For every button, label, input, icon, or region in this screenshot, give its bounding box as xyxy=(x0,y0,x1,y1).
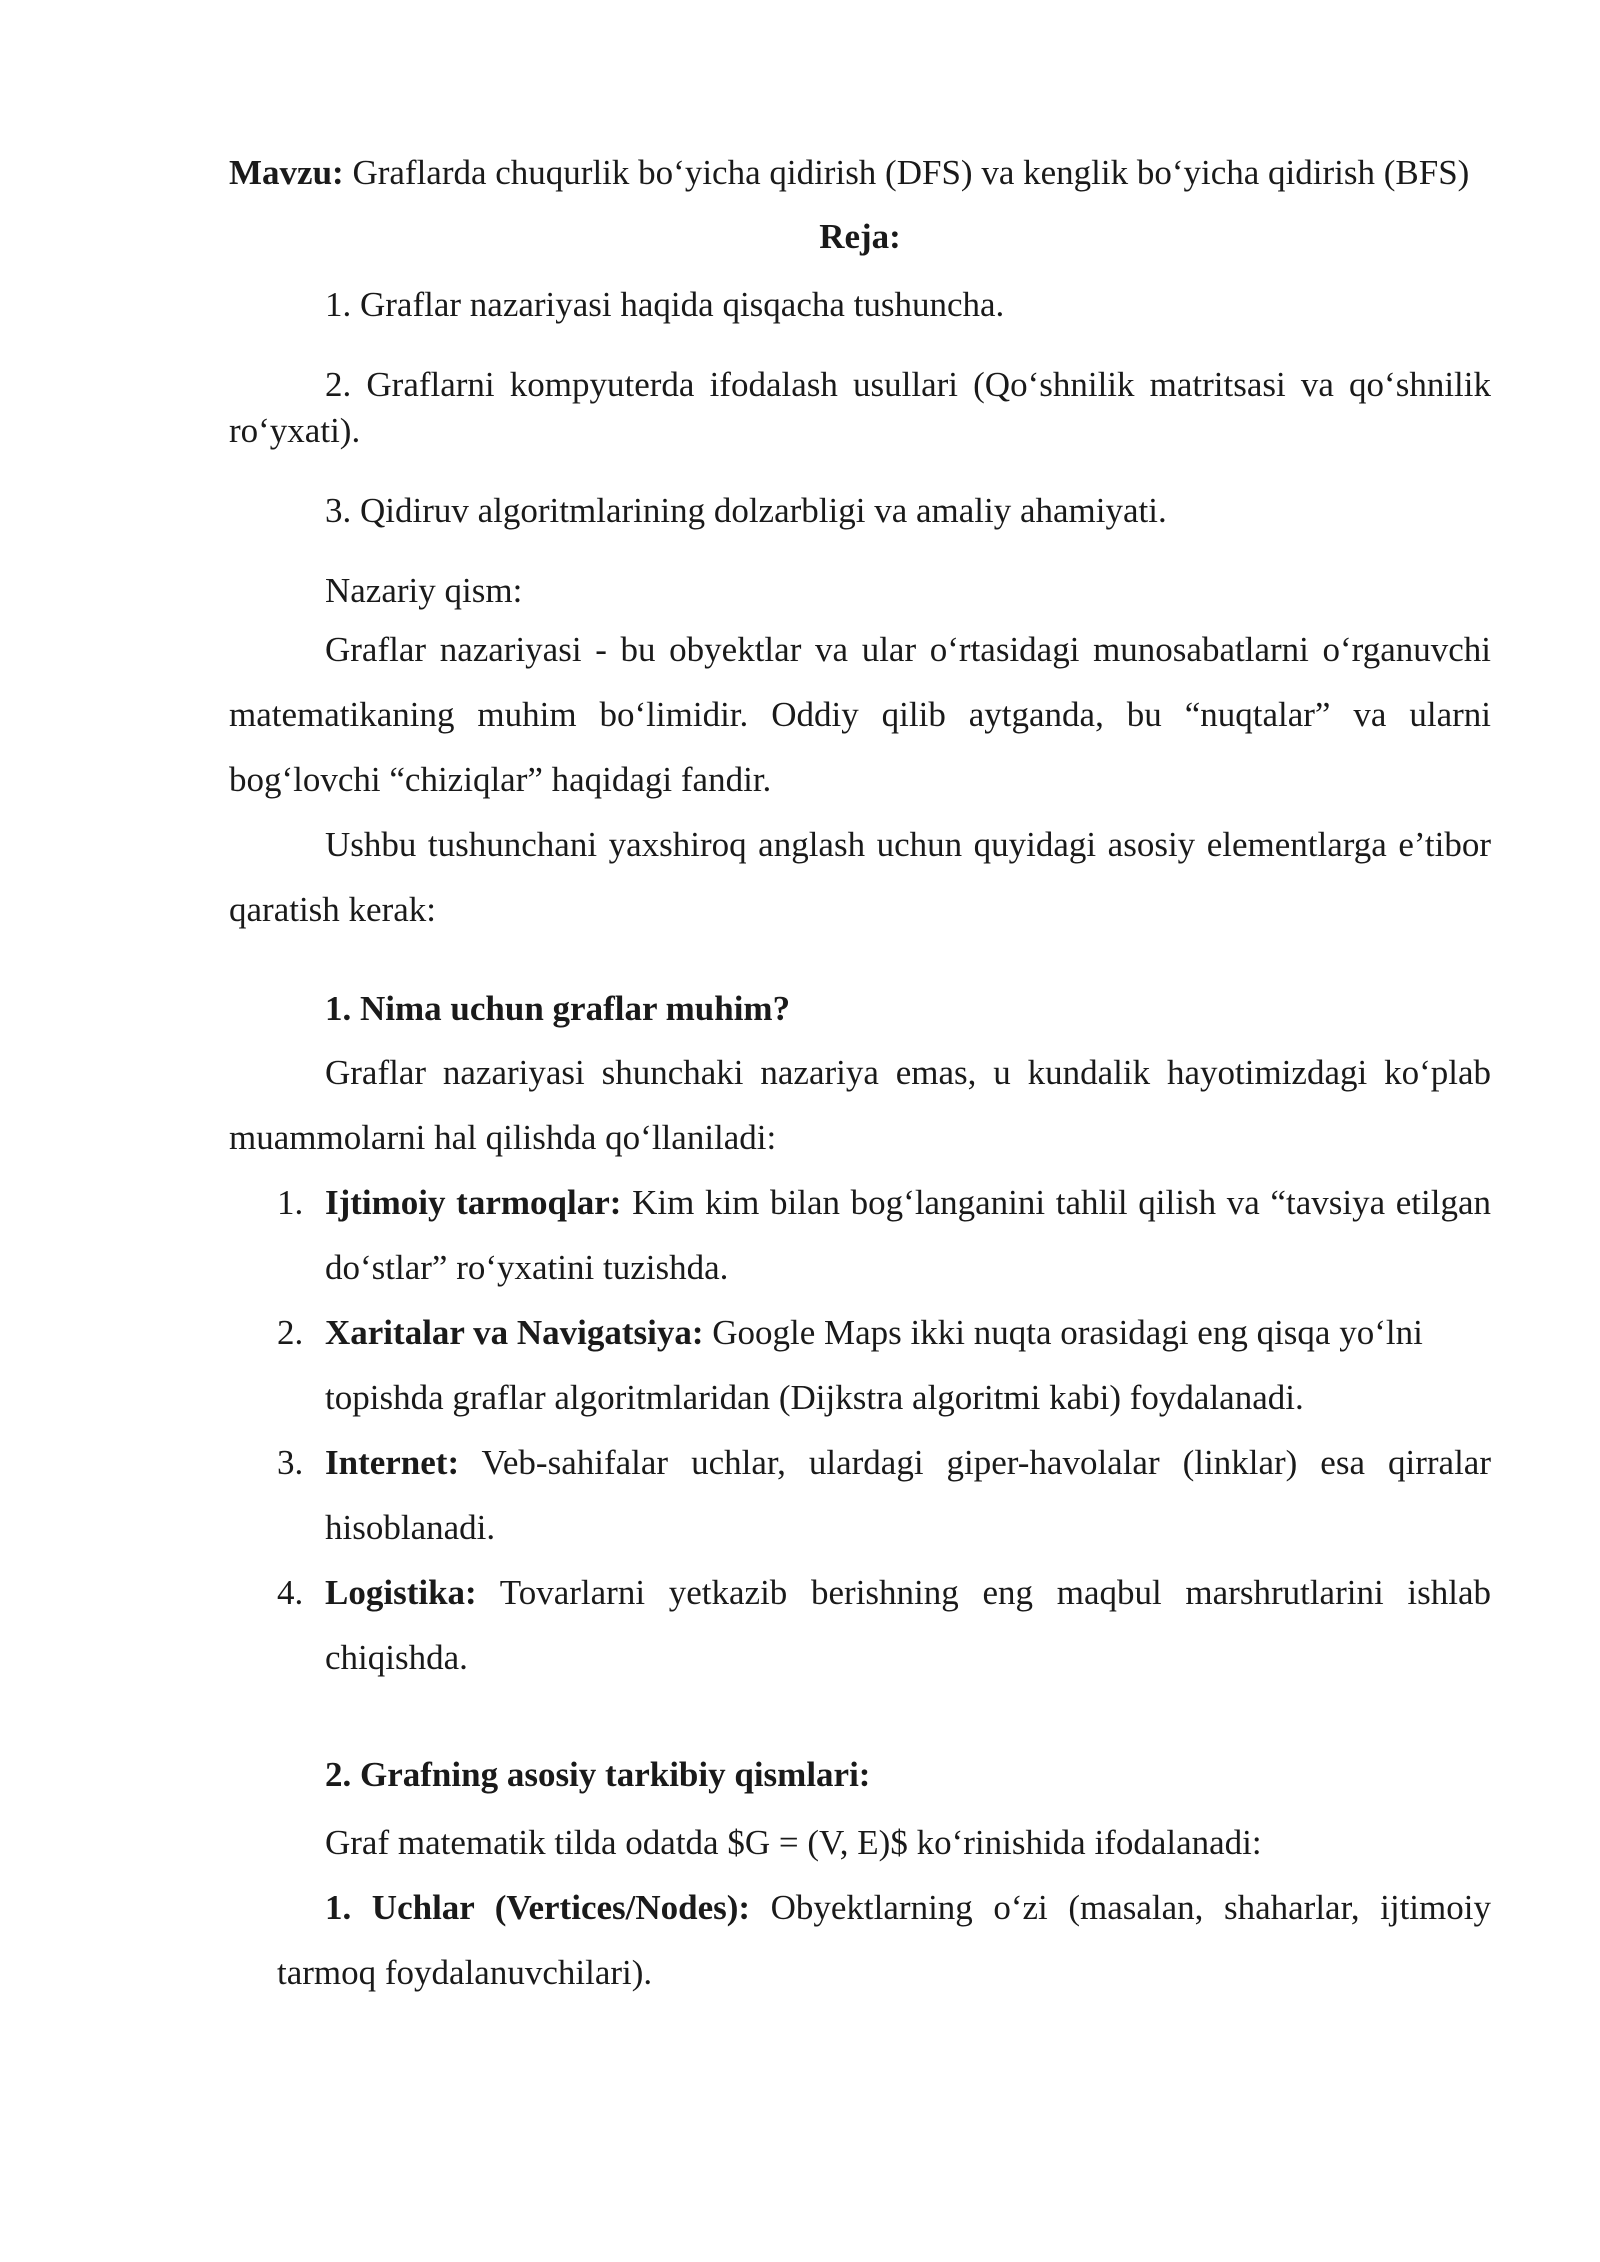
topic-label: Mavzu: xyxy=(229,153,344,192)
list-item: 4. Logistika: Tovarlarni yetkazib berishning eng maqbul marshrutlarini ishlab chiqishda. xyxy=(277,1573,1491,1677)
theory-heading: Nazariy qism: xyxy=(325,571,523,610)
plan-item-2: 2. Graflarni kompyuterda ifodalash usullari (Qo‘shnilik matritsasi va qo‘shnilik ro‘yxati). xyxy=(229,365,1491,450)
section-1-list xyxy=(229,1170,1491,1690)
topic-line xyxy=(229,150,1491,196)
list-item: 2. Xaritalar va Navigatsiya: Google Maps ikki nuqta orasidagi eng qisqa yo‘lni topishda graflar algoritmlaridan (Dijkstra algoritmi kabi) foydalanadi. xyxy=(277,1313,1423,1417)
section-1-heading: 1. Nima uchun graflar muhim? xyxy=(325,989,791,1028)
document-body xyxy=(229,150,1491,2005)
list-item: 3. Internet: Veb-sahifalar uchlar, ulardagi giper-havolalar (linklar) esa qirralar hisoblanadi. xyxy=(277,1443,1491,1547)
plan-item-3: 3. Qidiruv algoritmlarining dolzarbligi va amaliy ahamiyati. xyxy=(325,491,1167,530)
plan-heading: Reja: xyxy=(819,217,901,256)
list-item: 1. Ijtimoiy tarmoqlar: Kim kim bilan bog‘langanini tahlil qilish va “tavsiya etilgan do‘stlar” ro‘yxatini tuzishda. xyxy=(277,1183,1491,1287)
theory-paragraph-2: Ushbu tushunchani yaxshiroq anglash uchun quyidagi asosiy elementlarga e’tibor qaratish kerak: xyxy=(229,825,1491,929)
section-1-intro: Graflar nazariyasi shunchaki nazariya emas, u kundalik hayotimizdagi ko‘plab muammolarni hal qilishda qo‘llaniladi: xyxy=(229,1053,1491,1157)
section-2-intro: Graf matematik tilda odatda $G = (V, E)$ ko‘rinishida ifodalanadi: xyxy=(325,1823,1262,1862)
theory-paragraph-1: Graflar nazariyasi - bu obyektlar va ular o‘rtasidagi munosabatlarni o‘rganuvchi matematikaning muhim bo‘limidir. Oddiy qilib aytganda, bu “nuqtalar” va ularni bog‘lovchi “chiziqlar” haqidagi fandir. xyxy=(229,630,1491,799)
topic-text: Graflarda chuqurlik bo‘yicha qidirish (DFS) va kenglik bo‘yicha qidirish (BFS) xyxy=(343,153,1470,192)
plan-item-1: 1. Graflar nazariyasi haqida qisqacha tushuncha. xyxy=(325,285,1005,324)
section-2-heading: 2. Grafning asosiy tarkibiy qismlari: xyxy=(325,1755,871,1794)
section-2-item-1: 1. Uchlar (Vertices/Nodes): Obyektlarning o‘zi (masalan, shaharlar, ijtimoiy tarmoq foydalanuvchilari). xyxy=(277,1888,1491,1992)
